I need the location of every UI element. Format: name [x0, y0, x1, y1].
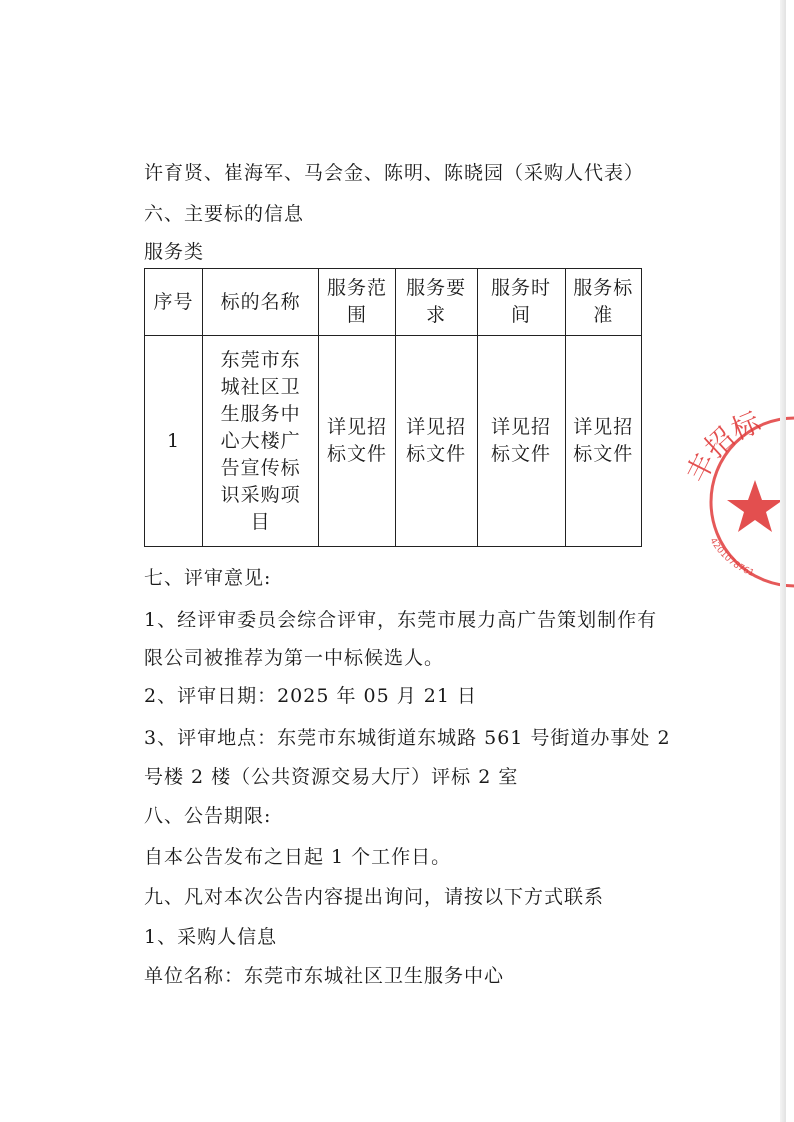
section-six-heading: 六、主要标的信息 — [144, 203, 305, 225]
review-location-line1: 3、评审地点：东莞市东城街道东城路 561 号街道办事处 2 — [144, 727, 671, 749]
buyer-name: 单位名称：东莞市东城社区卫生服务中心 — [144, 965, 505, 987]
table-header-row — [145, 269, 642, 336]
cell-no: 1 — [145, 336, 203, 547]
review-result-line1: 1、经评审委员会综合评审，东莞市展力高广告策划制作有 — [144, 609, 658, 631]
svg-text:丰招标: 丰招标 — [679, 405, 766, 488]
buyer-info-heading: 1、采购人信息 — [144, 926, 278, 948]
cell-standard: 详见招标文件 — [565, 336, 641, 547]
header-requirement: 服务要求 — [395, 269, 477, 336]
notice-period: 自本公告发布之日起 1 个工作日。 — [144, 846, 452, 868]
header-no: 序号 — [145, 269, 203, 336]
review-location-line2: 号楼 2 楼（公共资源交易大厅）评标 2 室 — [144, 766, 519, 788]
svg-text:4201078761: 4201078761 — [707, 536, 756, 580]
section-nine-heading: 九、凡对本次公告内容提出询问，请按以下方式联系 — [144, 886, 605, 908]
table-row — [145, 336, 642, 547]
category-label: 服务类 — [144, 241, 205, 263]
header-standard: 服务标准 — [565, 269, 641, 336]
cell-scope: 详见招标文件 — [319, 336, 395, 547]
cell-name: 东莞市东城社区卫生服务中心大楼广告宣传标识采购项目 — [203, 336, 319, 547]
section-seven-heading: 七、评审意见: — [144, 567, 272, 589]
section-eight-heading: 八、公告期限: — [144, 805, 272, 827]
page-edge-shadow — [780, 0, 786, 1122]
cell-requirement: 详见招标文件 — [395, 336, 477, 547]
header-scope: 服务范围 — [319, 269, 395, 336]
review-date: 2、评审日期：2025 年 05 月 21 日 — [144, 685, 477, 707]
header-time: 服务时间 — [477, 269, 565, 336]
cell-time: 详见招标文件 — [477, 336, 565, 547]
evaluation-members: 许育贤、崔海军、马会金、陈明、陈晓园（采购人代表） — [144, 162, 645, 184]
subject-info-table — [144, 268, 642, 547]
review-result-line2: 限公司被推荐为第一中标候选人。 — [144, 647, 445, 669]
header-name: 标的名称 — [203, 269, 319, 336]
